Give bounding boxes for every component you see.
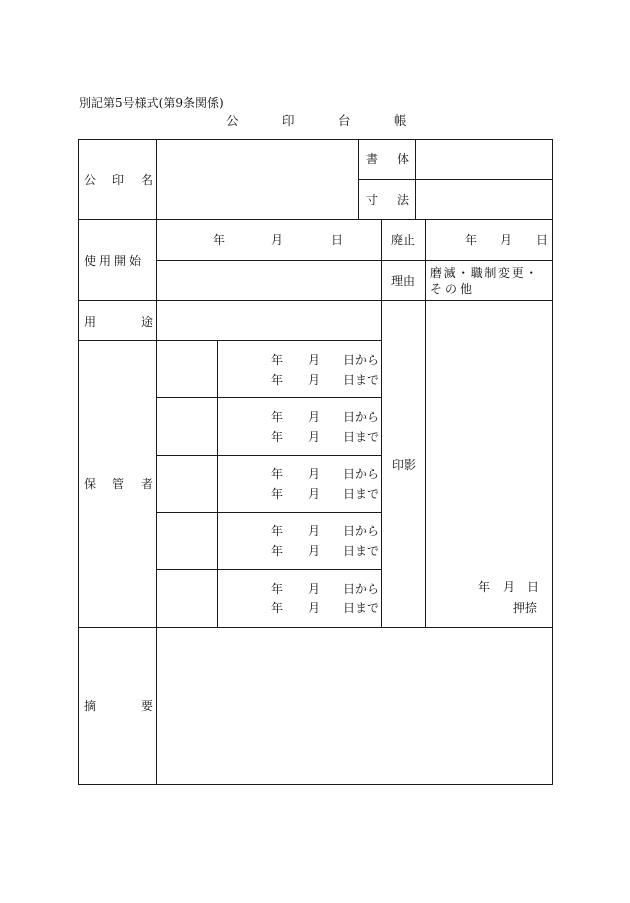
label-char: 用 [84, 315, 97, 329]
period-from: 日から [343, 582, 380, 596]
label-char: 摘 [84, 699, 97, 713]
label-imprint: 印影 [392, 458, 417, 472]
reason-options-other: その他 [430, 282, 476, 296]
col-divider [415, 139, 416, 220]
date-month: 月 [308, 467, 321, 481]
date-year: 年 [271, 373, 284, 387]
label-start-use: 使用開始 [84, 254, 145, 268]
date-day: 日 [536, 233, 549, 247]
date-month: 月 [503, 580, 516, 594]
label-char: 名 [141, 173, 154, 187]
period-to: 日まで [343, 430, 380, 444]
title-char: 印 [282, 113, 295, 128]
col-divider [425, 219, 426, 628]
label-char: 体 [397, 152, 410, 166]
date-month: 月 [308, 601, 321, 615]
period-from: 日から [343, 410, 380, 424]
date-month: 月 [308, 544, 321, 558]
period-to: 日まで [343, 373, 380, 387]
label-char: 要 [141, 699, 154, 713]
row-divider [78, 219, 553, 220]
period-from: 日から [343, 524, 380, 538]
table-border-left [78, 139, 79, 785]
date-month: 月 [308, 430, 321, 444]
title-char: 帳 [394, 113, 407, 128]
col-divider [156, 139, 157, 785]
form-reference: 別記第5号様式(第9条関係) [79, 96, 224, 110]
row-divider [156, 512, 382, 513]
label-char: 書 [366, 152, 379, 166]
period-from: 日から [343, 467, 380, 481]
date-month: 月 [308, 373, 321, 387]
date-year: 年 [271, 353, 284, 367]
table-border-right [552, 139, 553, 785]
label-char: 寸 [366, 193, 379, 207]
period-to: 日まで [343, 487, 380, 501]
date-year: 年 [478, 580, 491, 594]
date-day: 日 [331, 233, 344, 247]
title-char: 公 [226, 113, 239, 128]
row-divider [78, 340, 382, 341]
period-to: 日まで [343, 544, 380, 558]
reason-options: 磨滅・職制変更・ [430, 266, 539, 280]
date-month: 月 [500, 233, 513, 247]
date-year: 年 [271, 410, 284, 424]
col-divider [217, 340, 218, 628]
table-border-bottom [78, 784, 553, 785]
period-from: 日から [343, 353, 380, 367]
date-year: 年 [271, 544, 284, 558]
table-border-top [78, 139, 553, 140]
row-divider [156, 569, 382, 570]
col-divider [358, 139, 359, 220]
date-year: 年 [271, 582, 284, 596]
col-divider [381, 219, 382, 628]
date-month: 月 [308, 353, 321, 367]
row-divider [78, 627, 553, 628]
date-year: 年 [213, 233, 226, 247]
row-divider [358, 179, 553, 180]
label-reason: 理由 [391, 274, 416, 288]
date-month: 月 [308, 410, 321, 424]
date-year: 年 [271, 524, 284, 538]
label-char: 公 [84, 173, 97, 187]
date-day: 日 [527, 580, 540, 594]
title-char: 台 [338, 113, 351, 128]
date-month: 月 [308, 582, 321, 596]
label-char: 保 [84, 477, 97, 491]
label-char: 途 [141, 315, 154, 329]
date-year: 年 [271, 487, 284, 501]
row-divider [156, 455, 382, 456]
date-month: 月 [308, 524, 321, 538]
row-divider [78, 300, 553, 301]
date-year: 年 [271, 601, 284, 615]
row-divider [156, 397, 382, 398]
date-month: 月 [271, 233, 284, 247]
date-year: 年 [465, 233, 478, 247]
date-month: 月 [308, 487, 321, 501]
label-char: 法 [397, 193, 410, 207]
label-char: 者 [141, 477, 154, 491]
date-year: 年 [271, 467, 284, 481]
stamp-signature: 押捺 [513, 601, 538, 615]
label-char: 管 [112, 477, 125, 491]
label-abolition: 廃止 [391, 233, 416, 247]
date-year: 年 [271, 430, 284, 444]
row-divider [156, 260, 553, 261]
label-char: 印 [112, 173, 125, 187]
period-to: 日まで [343, 601, 380, 615]
